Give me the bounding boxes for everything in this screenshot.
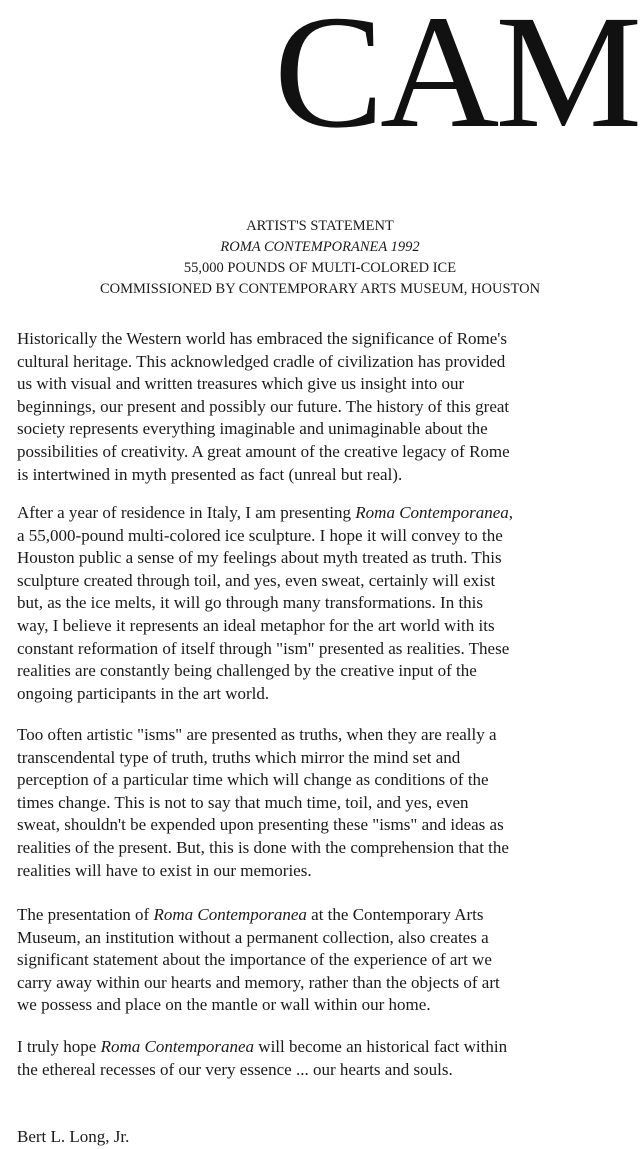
paragraph-2-text-b: , a 55,000-pound multi-colored ice sculpture. I hope it will convey to the Houston public a sense of my feelings about myth treated as truth. This sculpture created through toil, and yes, even sweat, certainly will exist but, as the ice melts, it will go through many transformations. In this way, I believe it represents an ideal metaphor for the art world with its constant reformation of itself through "ism" presented as realities. These realities are constantly being challenged by the creative input of the ongoing participants in the art world.	[17, 503, 513, 703]
paragraph-5	[17, 1036, 507, 1081]
paragraph-2-text-a: After a year of residence in Italy, I am presenting	[17, 503, 356, 522]
heading-work-title: ROMA CONTEMPORANEA 1992	[220, 239, 420, 255]
paragraph-4-text-b: at the Contemporary Arts Museum, an institution without a permanent collection, also creates a significant statement about the importance of the experience of art we carry away within our hearts and memory, rather than the objects of art we possess and place on the mantle or wall within our home.	[17, 905, 500, 1015]
paragraph-2	[17, 502, 513, 705]
paragraph-4	[17, 904, 500, 1017]
heading-material: 55,000 POUNDS OF MULTI-COLORED ICE	[183, 260, 457, 276]
paragraph-3: Too often artistic "isms" are presented as truths, when they are really a transcendental type of truth, truths which mirror the mind set and perception of a particular time which will change as conditions of the times change. This is not to say that much time, toil, and yes, even sweat, shouldn't be expended upon presenting these "isms" and ideas as realities of the present. But, this is done with the comprehension that the realities will have to exist in our memories.	[17, 725, 509, 880]
heading-title: ARTIST'S STATEMENT	[246, 218, 394, 234]
paragraph-5-text-a: I truly hope	[17, 1037, 101, 1056]
paragraph-1: Historically the Western world has embraced the significance of Rome's cultural heritage. This acknowledged cradle of civilization has provided us with visual and written treasures which give us insight into our beginnings, our present and possibly our future. The history of this great society represents everything imaginable and unimaginable about the possibilities of creativity. A great amount of the creative legacy of Rome is intertwined in myth presented as fact (unreal but real).	[17, 329, 510, 484]
paragraph-5-text-b: will become an historical fact within the ethereal recesses of our very essence ... our hearts and souls.	[17, 1037, 508, 1079]
signature: Bert L. Long, Jr.	[17, 1127, 130, 1146]
cam-logo: CAM	[273, 0, 638, 162]
paragraph-4-text-a: The presentation of	[17, 905, 154, 924]
paragraph-2-work-title: Roma Contemporanea	[355, 503, 509, 522]
heading-commission: COMMISSIONED BY CONTEMPORARY ARTS MUSEUM, HOUSTON	[99, 281, 541, 297]
statement-heading	[0, 216, 640, 300]
paragraph-4-work-title: Roma Contemporanea	[153, 905, 307, 924]
paragraph-5-work-title: Roma Contemporanea	[100, 1037, 255, 1056]
